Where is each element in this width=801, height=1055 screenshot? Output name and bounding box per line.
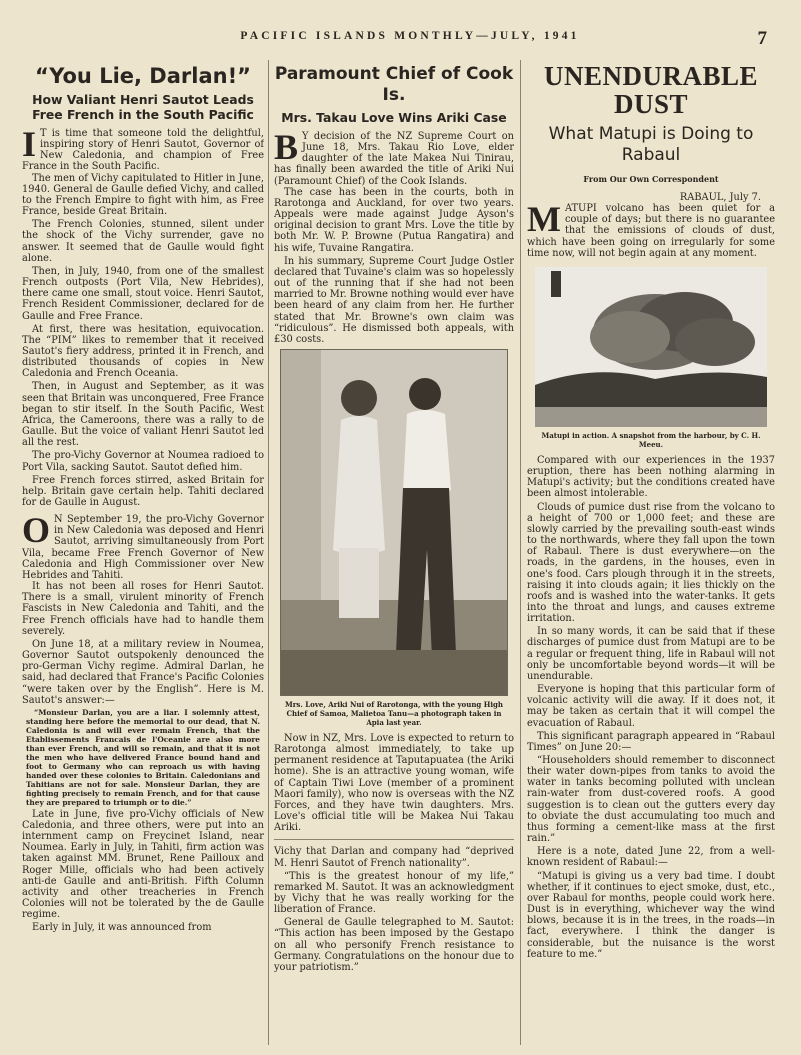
column-rule [268,60,269,1045]
article-paragraph: In his summary, Supreme Court Judge Ostler declared that Tuvaine's claim was so hopelessly out of the running that if she had not been married to Mr. Browne nothing would ever have been heard of any claim from her. He further stated that Mr. Browne's own claim was “ridiculous”. He dismissed both appeals, with £30 costs. [274,255,514,345]
article-paragraph: Now in NZ, Mrs. Love is expected to return to Rarotonga almost immediately, to take up permanent residence at Taputapuatea (the Ariki home). She is an attractive young woman, wife of Captain Tiwi Love (member of a prominent Maori family), who now is overseas with the NZ Forces, and they have twin daughters. Mrs. Love's official title will be Makea Nui Takau Ariki. [274,732,514,834]
column-1 [22,58,264,1050]
article-paragraph: The case has been in the courts, both in Rarotonga and Auckland, for over two years. Appeals were made against Judge Ayson's original decision to grant Mrs. Love the title by both Mr. W. P. Browne (Putua Rangatira) and his wife, Tuvaine Rangatira. [274,186,514,254]
column-3 [527,58,775,1050]
drop-cap: O [22,510,51,551]
article-paragraph: At first, there was hesitation, equivocation. The “PIM” likes to remember that it received Sautot's fiery address, printed it in French, and distributed thousands of copies in New Caledonia and French Oceania. [22,323,264,380]
article-paragraph: O N September 19, the pro-Vichy Governor in New Caledonia was deposed and Henri Sautot, arriving simultaneously from Port Vila, became Free French Governor of New Caledonia and High Commissioner over New Hebrides and Tahiti. [22,510,264,581]
article-paragraph: Everyone is hoping that this particular form of volcanic activity will die away. If it does not, it may be taken as certain that it will compel the evacuation of Rabaul. [527,684,775,729]
continued-paragraph: “This is the greatest honour of my life,” remarked M. Sautot. It was an acknowledgment by Vichy that he was really working for the liberation of France. [274,870,514,916]
article-paragraph: It has not been all roses for Henri Sautot. There is a small, virulent minority of French Fascists in New Caledonia and Tahiti, and the Free French officials have had to handle them severely. [22,581,264,637]
article-subhead: What Matupi is Doing to Rabaul [548,124,754,165]
article-paragraph: “Householders should remember to disconnect their water down-pipes from tanks to avoid the water in tanks becoming polluted with unclean rain-water from dust-covered roofs. A good suggestion is to clean out the gutters every day to obviate the dust accumulating too much and thus forming a cement-like mass at the first rain.” [527,755,775,845]
article-paragraph: MATUPI volcano has been quiet for a couple of days; but there is no guarantee that the emissions of clouds of dust, which have been going on irregularly for some time now, will not begin again at any moment. [527,199,775,259]
portrait-photo-illustration [281,350,507,695]
article-paragraph: Compared with our experiences in the 1937 eruption, there has been nothing alarming in Matupi's activity; but the conditions created have been almost intolerable. [527,454,775,500]
article-paragraph: B Y decision of the NZ Supreme Court on June 18, Mrs. Takau Rio Love, elder daughter of the late Makea Nui Tinirau, has finally been awarded the title of Ariki Nui (Paramount Chief) of the Cook Islands. [274,127,514,187]
article-paragraph: The French Colonies, stunned, silent under the shock of the Vichy surrender, gave no answer. It seemed that de Gaulle would fight alone. [22,219,264,264]
page-number: 7 [757,28,767,49]
article-paragraph: I T is time that someone told the delightful, inspiring story of Henri Sautot, Governor of New Caledonia, and champion of Free France in the South Pacific. [22,124,264,173]
article-subhead: Mrs. Takau Love Wins Ariki Case [281,110,507,125]
dateline: RABAUL, July 7. [679,192,761,203]
article-paragraph: The men of Vichy capitulated to Hitler in June, 1940. General de Gaulle defied Vichy, and called to the French Empire to fight with him, as Free France, beside Great Britain. [22,172,264,218]
photo-caption: Matupi in action. A snapshot from the harbour, by C. H. Meeu. [541,430,761,449]
article-paragraph: “Matupi is giving us a very bad time. I doubt whether, if it continues to eject smoke, dust, etc., over Rabaul for months, people could work here. Dust is in everything, whichever way the wind blows, because it is in the trees, in the roads—in fact, everywhere. I think the danger is considerable, but the nuisance is the worst feature to me.” [527,870,775,960]
article-paragraph: Free French forces stirred, asked Britain for help. Britain gave certain help. Tahiti declared for de Gaulle in August. [22,474,264,508]
column-2 [274,58,514,1050]
article-headline: “You Lie, Darlan!” [35,64,251,88]
column-rule [520,60,521,1045]
article-headline: Paramount Chief of Cook Is. [274,64,514,105]
article-paragraph: The pro-Vichy Governor at Noumea radioed to Port Vila, sacking Sautot. Sautot defied him. [22,450,264,473]
article-subhead: How Valiant Henri Sautot Leads Free French in the South Pacific [32,92,254,122]
running-header: PACIFIC ISLANDS MONTHLY—JULY, 1941 [240,30,580,42]
article-paragraph: On June 18, at a military review in Noumea, Governor Sautot outspokenly denounced the pro-German Vichy regime. Admiral Darlan, he said, had declared that France's Pacific Colonies “were taken over by the English”. Here is M. Sautot's answer:— [22,638,264,706]
article-paragraph: Early in July, it was announced from [32,922,212,934]
volcano-photo [535,267,767,427]
article-paragraph: Here is a note, dated June 22, from a well-known resident of Rabaul:— [527,846,775,869]
drop-cap: B [274,127,299,167]
drop-cap: M [527,199,561,240]
photo-caption: Mrs. Love, Ariki Nui of Rarotonga, with the young High Chief of Samoa, Malietoa Tanu—a photograph taken in Apia last year. [285,699,503,727]
article-paragraph: Late in June, five pro-Vichy officials of New Caledonia, and three others, were put into an internment camp on Freycinet Island, near Noumea. Early in July, in Tahiti, firm action was taken against MM. Brunet, Rene Pailloux and Roger Mille, officials who had been actively anti-de Gaulle and anti-British. Fifth Column activity and other treacheries in French Colonies will not be tolerated by the de Gaulle regime. [22,808,264,921]
article-headline: UNENDURABLE DUST [543,61,759,119]
byline: From Our Own Correspondent [583,174,719,184]
article-paragraph: Then, in July, 1940, from one of the smallest French outposts (Port Vila, New Hebrides), there came one small, stout voice. Henri Sautot, French Resident Commissioner, declared for de Gaulle and Free France. [22,265,264,322]
article-paragraph: This significant paragraph appeared in “Rabaul Times” on June 20:— [527,730,775,753]
portrait-photo [280,349,508,696]
continued-paragraph: Vichy that Darlan and company had “deprived M. Henri Sautot of French nationality”. [274,846,514,869]
section-divider [274,839,514,840]
article-paragraph: Then, in August and September, as it was seen that Britain was unconquered, Free France began to stir itself. In the South Pacific, West Africa, the Cameroons, there was a rally to de Gaulle. But the voice of valiant Henri Sautot led all the rest. [22,381,264,449]
drop-cap: I [22,124,37,164]
article-paragraph: In so many words, it can be said that if these discharges of pumice dust from Matupi are to be a regular or frequent thing, life in Rabaul will not only be uncomfortable beyond words—it will be unendurable. [527,626,775,682]
article-paragraph: Clouds of pumice dust rise from the volcano to a height of 700 or 1,000 feet; and these are slowly carried by the prevailing south-east winds to the northwards, where they fall upon the town of Rabaul. There is dust everywhere—on the roads, in the gardens, in the houses, even in one's food. Cars plough through it in the streets, raising it into clouds again; it lies thickly on the roofs and is washed into the water-tanks. It gets into the throat and lungs, and causes extreme irritation. [527,501,775,625]
block-quote: “Monsieur Darlan, you are a liar. I solemnly attest, standing here before the memorial to our dead, that N. Caledonia is and will ever remain French, that the Etablissements Francais de l'Oceanie are also more than ever French, and will so remain, and that it is not the men who have delivered France bound hand and foot to Germany who can reproach us with having handed over these colonies to Britain. Caledonians and Tahitians are not for sale. Monsieur Darlan, they are fighting precisely to remain French, and for that cause they are prepared to triumph or to die.” [26,707,260,807]
continued-paragraph: General de Gaulle telegraphed to M. Sautot: “This action has been imposed by the Gestapo on all who personify French resistance to Germany. Congratulations on the honour due to your patriotism.” [274,917,514,973]
volcano-photo-illustration [535,267,767,427]
